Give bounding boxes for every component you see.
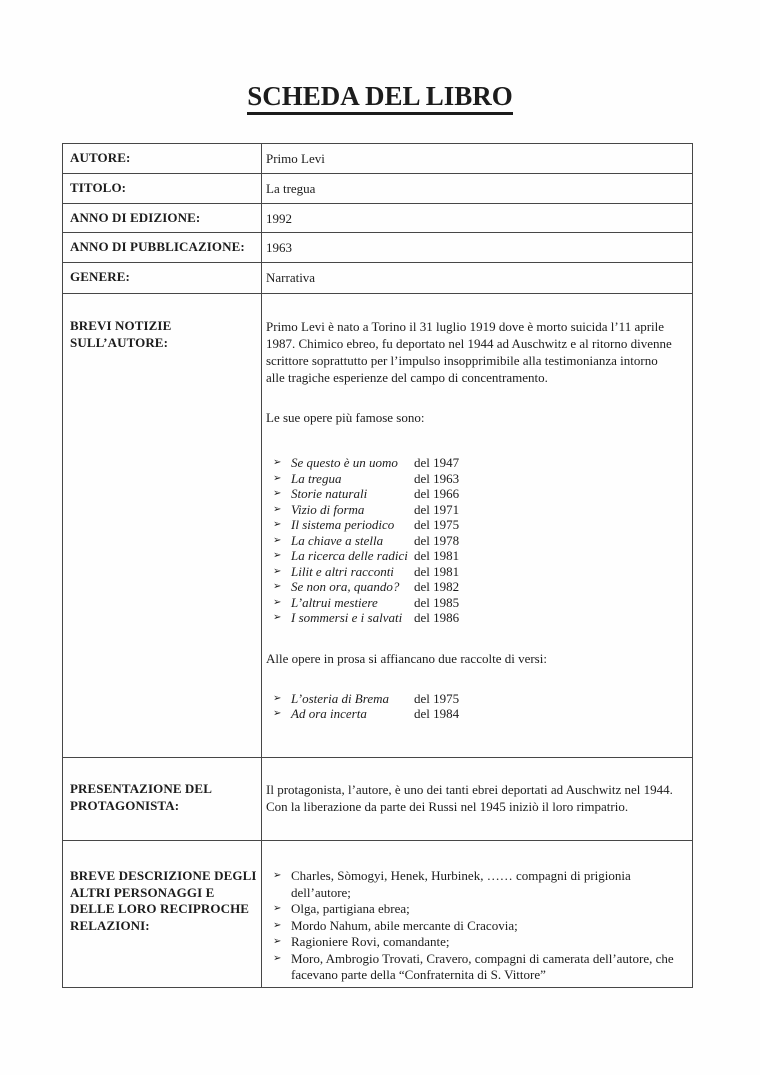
character-list-item [266,918,678,935]
work-list-item [266,533,678,549]
arrow-bullet-icon: ➢ [273,519,282,531]
work-list-item [266,579,678,595]
work-list-item [266,548,678,564]
arrow-bullet-icon: ➢ [273,550,282,562]
work-year: del 1966 [414,486,460,502]
work-year: del 1982 [414,579,460,595]
field-value: Primo Levi [262,144,693,174]
work-year: del 1981 [414,548,460,564]
verse-works-list [266,691,678,722]
characters-list [266,868,678,984]
table-row [63,263,693,294]
field-label: PRESENTAZIONE DEL PROTAGONISTA: [63,758,262,841]
page-title-text: SCHEDA DEL LIBRO [247,81,513,115]
verse-list-item [266,691,678,707]
protagonist-cell [262,758,693,841]
work-year: del 1986 [414,610,460,626]
work-year: del 1984 [414,706,460,722]
arrow-bullet-icon: ➢ [273,936,282,948]
work-title: Vizio di forma [291,501,365,517]
work-year: del 1975 [414,690,460,706]
character-text: Charles, Sòmogyi, Henek, Hurbinek, …… compagni di prigionia dell’autore; [291,868,631,900]
field-label: ANNO DI PUBBLICAZIONE: [63,233,262,263]
field-label: GENERE: [63,263,262,294]
simple-rows [63,144,693,294]
work-year: del 1975 [414,517,460,533]
character-list-item [266,868,678,901]
work-title: Se questo è un uomo [291,455,398,471]
work-year: del 1947 [414,455,460,471]
work-title: Storie naturali [291,486,368,502]
work-list-item [266,502,678,518]
work-title: Ad ora incerta [291,706,367,722]
character-list-item [266,901,678,918]
work-title: La chiave a stella [291,532,384,548]
arrow-bullet-icon: ➢ [273,708,282,720]
arrow-bullet-icon: ➢ [273,952,282,964]
work-title: Lilit e altri racconti [291,563,394,579]
work-year: del 1985 [414,594,460,610]
work-list-item [266,610,678,626]
work-list-item [266,455,678,471]
work-list-item [266,564,678,580]
field-label: AUTORE: [63,144,262,174]
works-list [266,455,678,626]
table-row [63,233,693,263]
character-text: Mordo Nahum, abile mercante di Cracovia; [291,917,518,933]
table-row [63,174,693,204]
character-list-item [266,951,678,984]
character-text: Ragioniere Rovi, comandante; [291,934,450,950]
protagonist-text: Il protagonista, l’autore, è uno dei tanti ebrei deportati ad Auschwitz nel 1944. Con la liberazione da parte dei Russi nel 1945 iniziò il loro rimpatrio. [266,782,673,815]
character-text: Olga, partigiana ebrea; [291,901,410,917]
characters-cell [262,841,693,988]
work-title: La ricerca delle radici [291,548,408,564]
work-title: L’osteria di Brema [291,690,389,706]
table-row [63,144,693,174]
arrow-bullet-icon: ➢ [273,472,282,484]
arrow-bullet-icon: ➢ [273,565,282,577]
table-row [63,204,693,233]
work-title: Se non ora, quando? [291,579,400,595]
work-list-item [266,517,678,533]
field-value: Narrativa [262,263,693,294]
work-year: del 1981 [414,563,460,579]
work-title: Il sistema periodico [291,517,395,533]
arrow-bullet-icon: ➢ [273,503,282,515]
work-year: del 1971 [414,501,460,517]
author-bio: Primo Levi è nato a Torino il 31 luglio 1919 dove è morto suicida l’11 aprile 1987. Chimico ebreo, fu deportato nel 1944 ad Auschwitz e al ritorno divenne scrittore soprattutto per l’impulso insopprimibile alla testimonianza intorno alle tragiche esperienze del campo di concentramento. [266,319,672,386]
field-value: La tregua [262,174,693,204]
field-label: BREVI NOTIZIE SULL’AUTORE: [63,294,262,758]
field-label: TITOLO: [63,174,262,204]
author-notes-cell [262,294,693,758]
work-title: La tregua [291,470,342,486]
field-label: BREVE DESCRIZIONE DEGLI ALTRI PERSONAGGI E DELLE LORO RECIPROCHE RELAZIONI: [63,841,262,988]
arrow-bullet-icon: ➢ [273,870,282,882]
book-info-table [62,143,693,988]
work-year: del 1963 [414,470,460,486]
table-row-protagonist [63,758,693,841]
work-title: I sommersi e i salvati [291,610,403,626]
work-title: L’altrui mestiere [291,594,378,610]
field-label: ANNO DI EDIZIONE: [63,204,262,233]
arrow-bullet-icon: ➢ [273,919,282,931]
verse-intro: Alle opere in prosa si affiancano due raccolte di versi: [266,650,547,666]
page-title [0,0,760,110]
arrow-bullet-icon: ➢ [273,534,282,546]
table-row-characters [63,841,693,988]
work-list-item [266,471,678,487]
arrow-bullet-icon: ➢ [273,581,282,593]
arrow-bullet-icon: ➢ [273,488,282,500]
arrow-bullet-icon: ➢ [273,457,282,469]
arrow-bullet-icon: ➢ [273,692,282,704]
character-list-item [266,934,678,951]
work-list-item [266,486,678,502]
arrow-bullet-icon: ➢ [273,903,282,915]
field-value: 1963 [262,233,693,263]
table-row-author-notes [63,294,693,758]
verse-list-item [266,706,678,722]
work-list-item [266,595,678,611]
arrow-bullet-icon: ➢ [273,596,282,608]
arrow-bullet-icon: ➢ [273,612,282,624]
work-year: del 1978 [414,532,460,548]
field-value: 1992 [262,204,693,233]
character-text: Moro, Ambrogio Trovati, Cravero, compagni di camerata dell’autore, che facevano parte della “Confraternita di S. Vittore” [291,950,674,983]
works-intro: Le sue opere più famose sono: [266,410,425,426]
